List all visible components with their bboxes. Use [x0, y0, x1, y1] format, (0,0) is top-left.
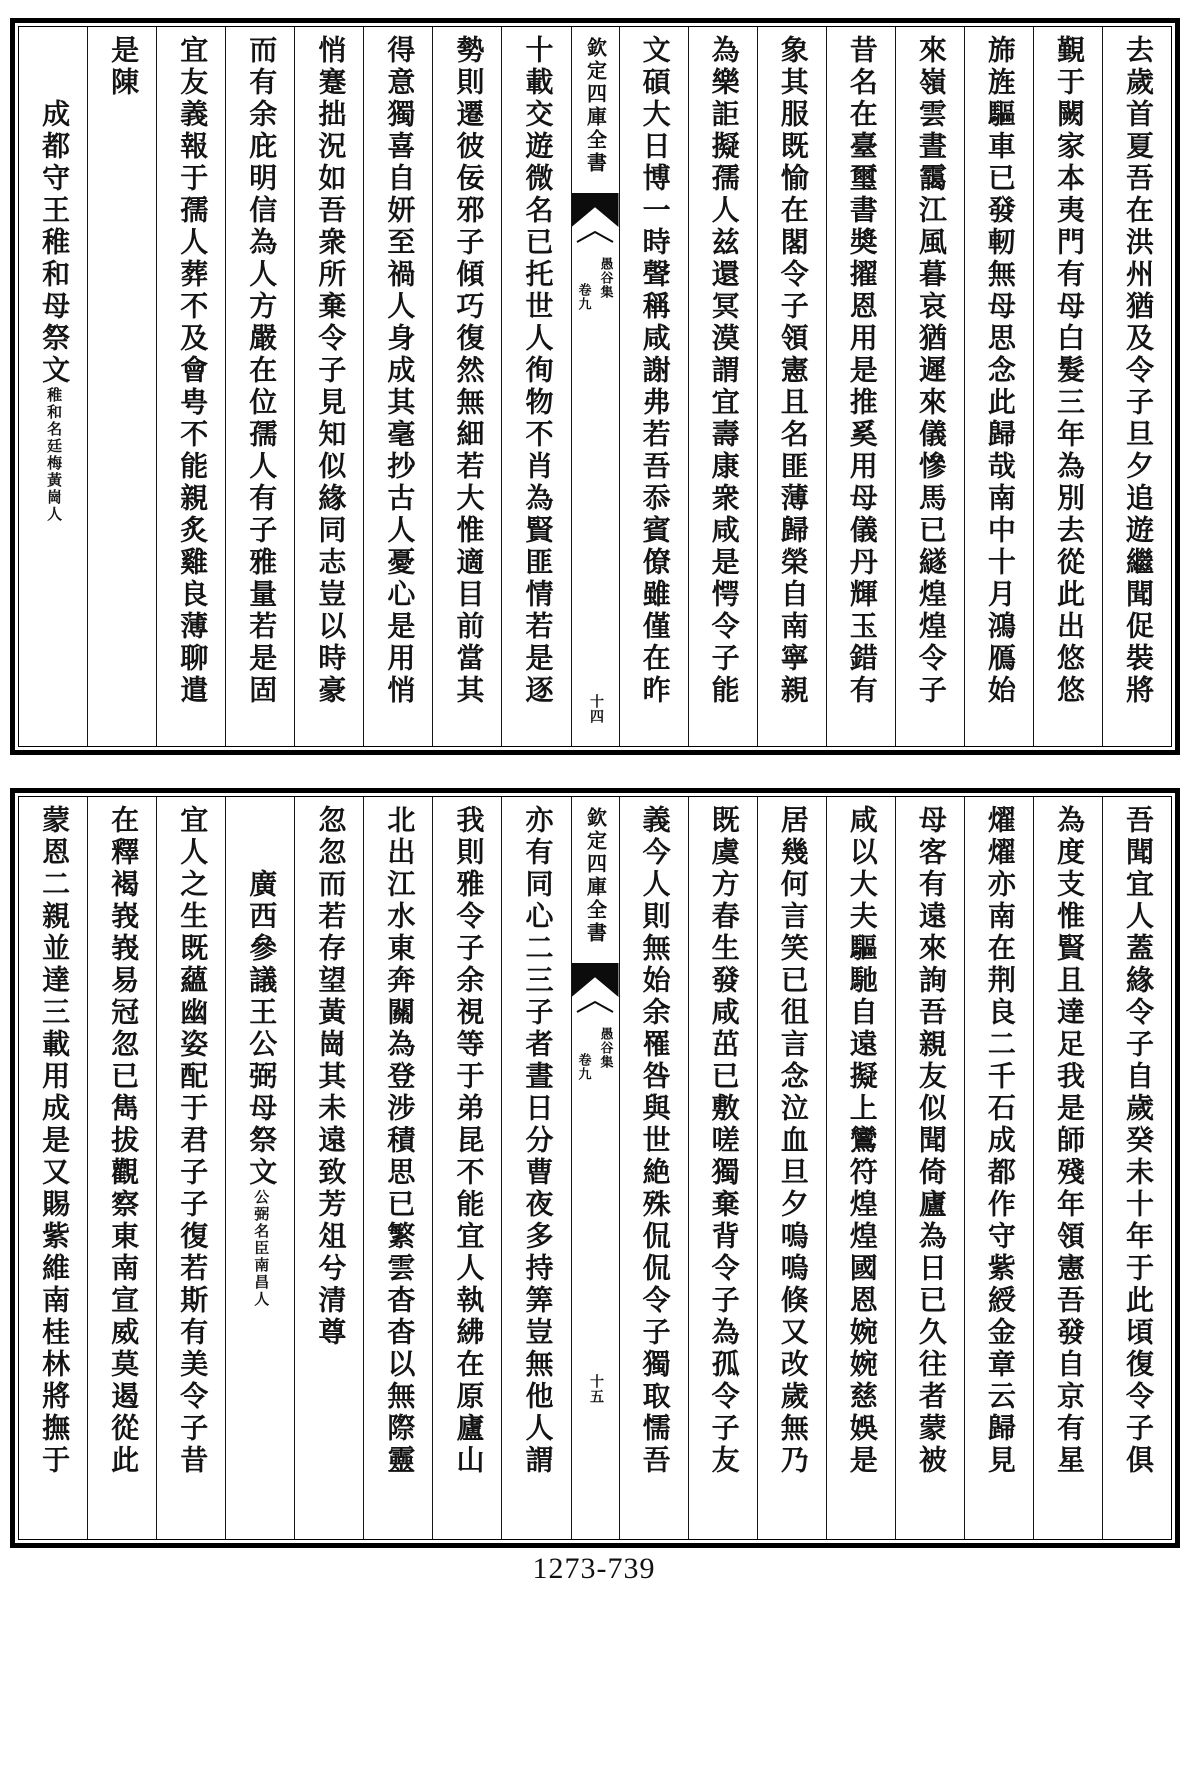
column-text: 覲于闕家本夷門有母白髮三年為別去從此出悠悠: [1052, 35, 1084, 707]
text-column: [501, 797, 570, 1539]
text-column: [619, 27, 688, 746]
banxin-subtitle: [575, 257, 616, 311]
text-column: [87, 27, 156, 746]
column-text: 而有余庇明信為人方嚴在位孺人有子雅量若是固: [245, 35, 277, 707]
column-annotation-small: 稚和名廷梅黃崗人: [45, 387, 62, 523]
text-column: [156, 27, 225, 746]
column-text: 居幾何言笑已徂言念泣血旦夕嗚嗚倏又改歲無乃: [776, 805, 808, 1477]
column-text: 我則雅令子余視等于弟昆不能宜人執紼在原廬山: [452, 805, 484, 1477]
column-text: 旆旌驅車已發軔無母思念此歸哉南中十月鴻鴈始: [983, 35, 1015, 707]
fishtail-caret-icon: [575, 230, 615, 243]
banxin-title: 欽定四庫全書: [583, 807, 606, 945]
text-column: [826, 797, 895, 1539]
banxin-column-top: [571, 27, 619, 746]
column-text: 既虞方春生發咸茁已敷嗟獨棄背令子為孤令子友: [707, 805, 739, 1477]
column-text: 廣西參議王公弼母祭文: [245, 869, 277, 1189]
column-text: 得意獨喜自妍至禍人身成其毫抄古人憂心是用悄: [383, 35, 415, 707]
text-column: [1102, 27, 1171, 746]
column-text: 吾聞宜人蓋緣令子自歲癸未十年于此頃復令子俱: [1122, 805, 1153, 1477]
page-frame-top: [18, 26, 1172, 747]
column-text: 文碩大日博一時聲稱咸謝弗若吾忝賓僚雖僅在昨: [638, 35, 670, 707]
text-column: [619, 797, 688, 1539]
text-column: [363, 797, 432, 1539]
page-frame-bottom: [18, 796, 1172, 1540]
title-column: [225, 797, 294, 1539]
text-column: [964, 27, 1033, 746]
banxin-column-bottom: [571, 797, 619, 1539]
text-column: [432, 797, 501, 1539]
column-text: 宜人之生既蘊幽姿配于君子子復若斯有美令子昔: [176, 805, 208, 1477]
column-text: 勢則遷彼佞邪子傾巧復然無細若大惟適目前當其: [452, 35, 484, 707]
text-column: [757, 797, 826, 1539]
column-text: 去歲首夏吾在洪州猶及令子旦夕追遊繼聞促裝將: [1122, 35, 1153, 707]
banxin-subtitle: [575, 1027, 616, 1081]
banxin-work-title: 愚谷集: [598, 257, 614, 299]
text-column: [757, 27, 826, 746]
text-column: [225, 27, 294, 746]
column-text: 母客有遠來詢吾親友似聞倚廬為日已久往者蒙被: [914, 805, 946, 1477]
text-column: [294, 797, 363, 1539]
column-text: 燿燿亦南在荆良二千石成都作守紫綬金章云歸見: [983, 805, 1015, 1477]
column-text: 在釋褐峩峩易冠忽已雋拔觀察東南宣威莫遏從此: [107, 805, 139, 1477]
column-text: 昔名在臺璽書奬擢恩用是推奚用母儀丹輝玉錯有: [845, 35, 877, 707]
column-text: 十載交遊微名已托世人徇物不肖為賢匪情若是逐: [521, 35, 553, 707]
fishtail-caret-icon: [575, 1000, 615, 1013]
column-text: 來嶺雲晝靄江風暮哀猶遲來儀慘馬已繸煌煌令子: [914, 35, 946, 707]
column-text: 忽忽而若存望黃崗其未遠致芳俎兮清尊: [314, 805, 346, 1349]
column-text: 宜友義報于孺人葬不及會甹不能親炙雞良薄聊遣: [176, 35, 208, 707]
banxin-work-title: 愚谷集: [598, 1027, 614, 1069]
text-column: [688, 797, 757, 1539]
column-text: 為度支惟賢且達足我是師殘年領憲吾發自京有星: [1052, 805, 1084, 1477]
column-text: 咸以大夫驅馳自遠擬上鸞符煌煌國恩婉婉慈娛是: [845, 805, 877, 1477]
text-column: [87, 797, 156, 1539]
fishtail-mark: [572, 963, 619, 997]
fishtail-mark: [572, 193, 619, 227]
text-column: [294, 27, 363, 746]
column-text: 成都守王稚和母祭文: [38, 99, 70, 387]
text-column: [688, 27, 757, 746]
column-text: 悄蹇拙況如吾衆所棄令子見知似緣同志豈以時豪: [314, 35, 346, 707]
column-text: 義今人則無始余罹咎與世絶殊侃侃令子獨取懦吾: [638, 805, 670, 1477]
text-column: [156, 797, 225, 1539]
folio-number: 十四: [588, 694, 603, 724]
text-column: [501, 27, 570, 746]
title-column: [19, 27, 87, 746]
text-column: [363, 27, 432, 746]
text-column: [1033, 27, 1102, 746]
page-block-top: [10, 18, 1180, 755]
banxin-juan-label: 卷九: [576, 283, 592, 311]
text-column: [826, 27, 895, 746]
column-annotation-small: 公弼名臣南昌人: [252, 1189, 269, 1308]
text-column: [19, 797, 87, 1539]
page-block-bottom: [10, 788, 1180, 1548]
column-text: 為樂詎擬孺人兹還冥漠謂宜壽康衆咸是愕令子能: [707, 35, 739, 707]
banxin-title: 欽定四庫全書: [583, 37, 606, 175]
folio-number: 十五: [588, 1374, 603, 1404]
column-text: 象其服既愉在閣令子領憲且名匪薄歸榮自南寧親: [776, 35, 808, 707]
banxin-juan-label: 卷九: [576, 1053, 592, 1081]
column-text: 蒙恩二親並達三載用成是又賜紫維南桂林將撫于: [38, 805, 70, 1477]
text-column: [1102, 797, 1171, 1539]
column-text: 是陳: [107, 35, 139, 99]
text-column: [964, 797, 1033, 1539]
page-number: 1273-739: [532, 1552, 656, 1585]
text-column: [895, 27, 964, 746]
text-column: [895, 797, 964, 1539]
column-text: 亦有同心二三子者晝日分曹夜多持筭豈無他人謂: [521, 805, 553, 1477]
column-text: 北出江水東奔關為登涉積思已繁雲杳杳以無際靈: [383, 805, 415, 1477]
text-column: [432, 27, 501, 746]
text-column: [1033, 797, 1102, 1539]
